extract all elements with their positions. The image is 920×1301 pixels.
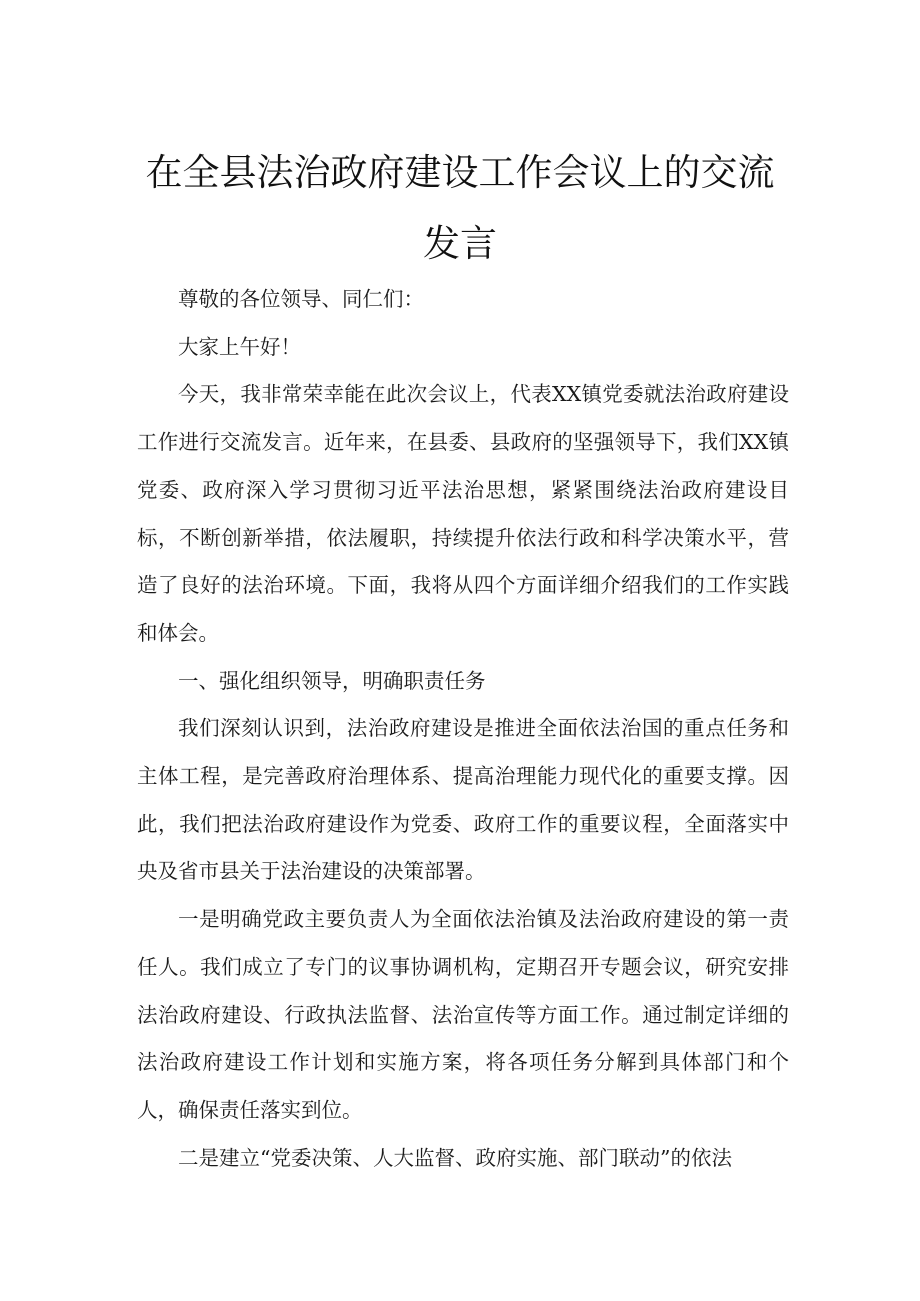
section-1-paragraph: 我们深刻认识到，法治政府建设是推进全面依法治国的重点任务和主体工程，是完善政府治理体系、提高治理能力现代化的重要支撑。因此，我们把法治政府建设作为党委、政府工作的重要议程，全面落实中央及省市县关于法治建设的决策部署。 <box>137 716 789 884</box>
greeting: 大家上午好！ <box>178 334 301 359</box>
point-2-paragraph: 二是建立“党委决策、人大监督、政府实施、部门联动”的依法 <box>178 1145 732 1170</box>
section-heading-1: 一、强化组织领导，明确职责任务 <box>178 668 486 693</box>
document-title-line-2: 发言 <box>423 222 497 265</box>
salutation: 尊敬的各位领导、同仁们： <box>178 287 424 311</box>
document-title-line-1: 在全县法治政府建设工作会议上的交流 <box>145 151 775 194</box>
point-1-paragraph: 一是明确党政主要负责人为全面依法治镇及法治政府建设的第一责任人。我们成立了专门的议事协调机构，定期召开专题会议，研究安排法治政府建设、行政执法监督、法治宣传等方面工作。通过制定详细的法治政府建设工作计划和实施方案，将各项任务分解到具体部门和个人，确保责任落实到位。 <box>137 907 789 1122</box>
intro-paragraph: 今天，我非常荣幸能在此次会议上，代表XX镇党委就法治政府建设工作进行交流发言。近年来，在县委、县政府的坚强领导下，我们XX镇党委、政府深入学习贯彻习近平法治思想，紧紧围绕法治政府建设目标，不断创新举措，依法履职，持续提升依法行政和科学决策水平，营造了良好的法治环境。下面，我将从四个方面详细介绍我们的工作实践和体会。 <box>137 382 789 645</box>
document-body <box>137 276 789 1182</box>
